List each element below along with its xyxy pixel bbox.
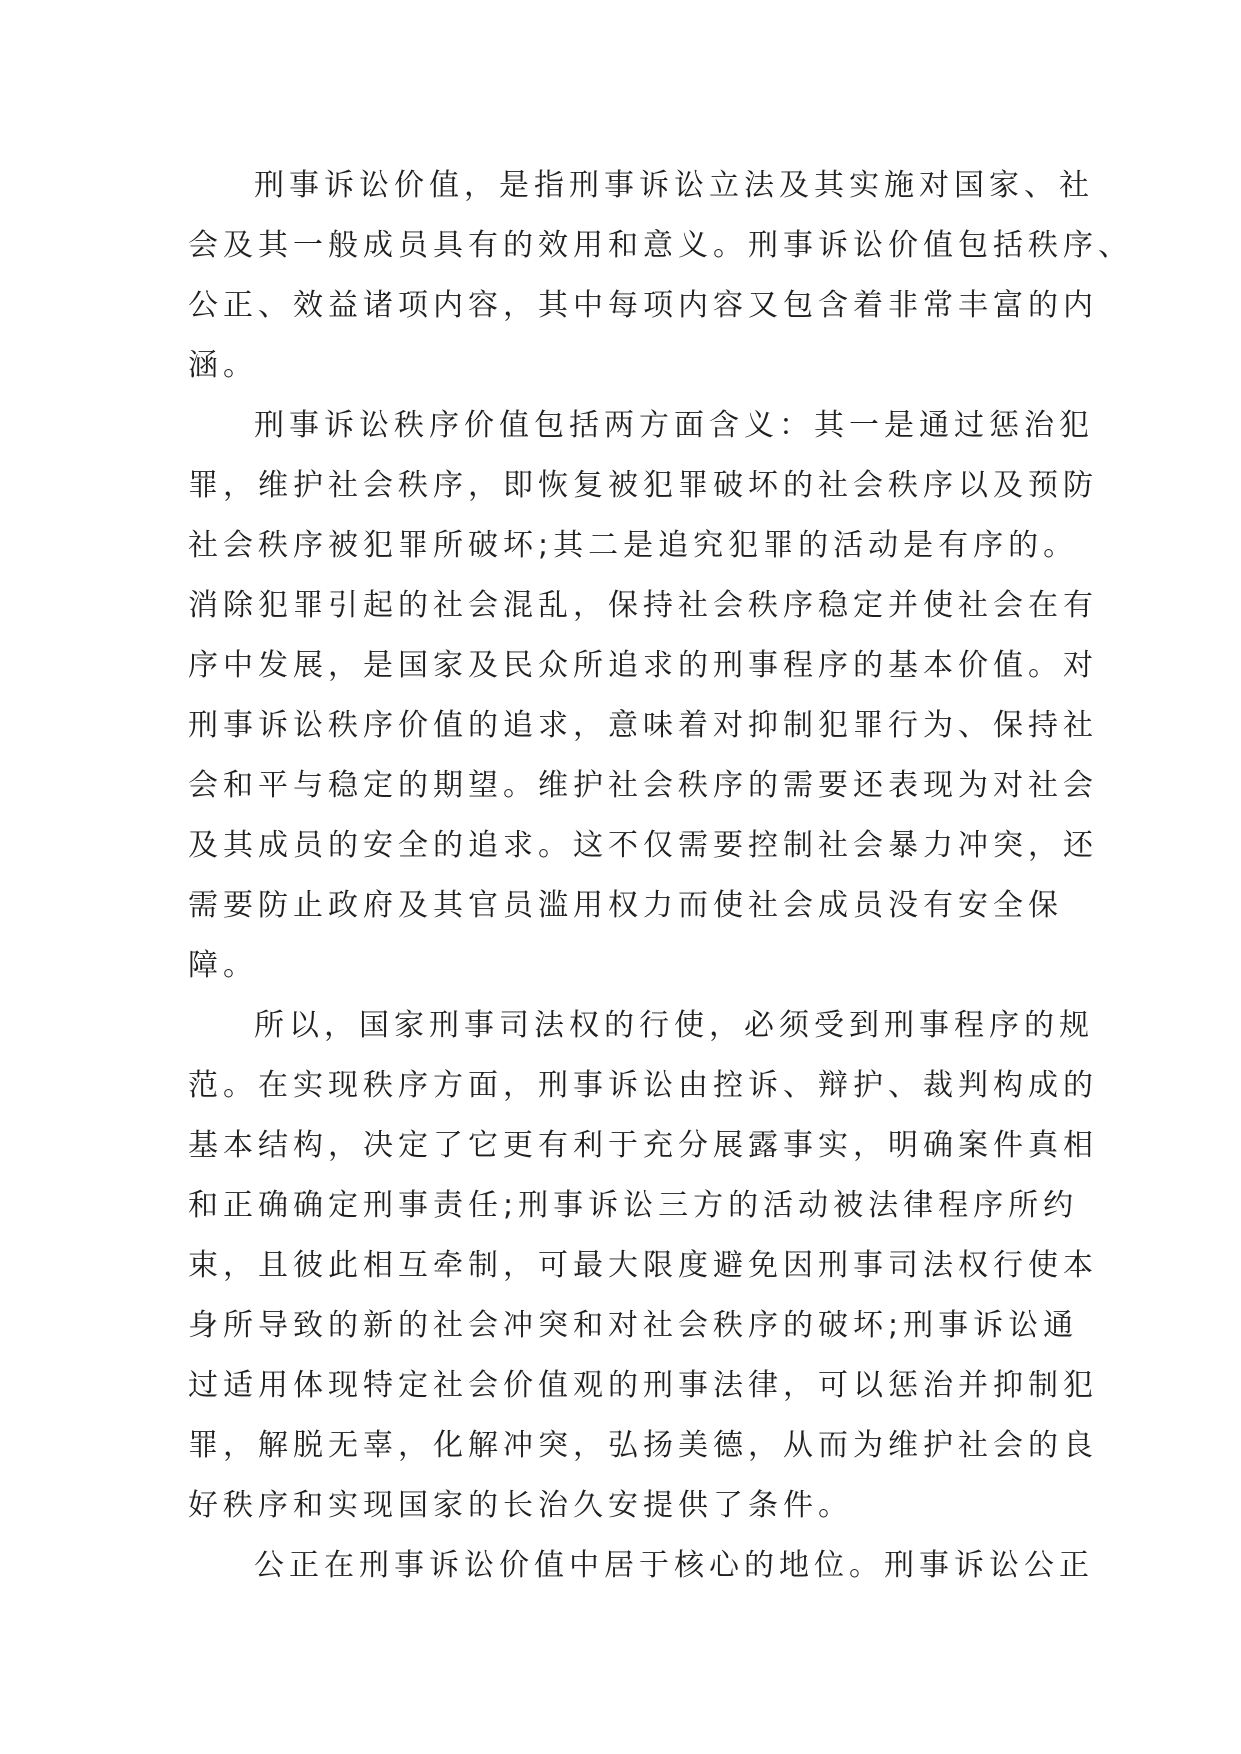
paragraph-2-line-1: 刑事诉讼秩序价值包括两方面含义：其一是通过惩治犯	[254, 408, 1094, 443]
paragraph-2-line-7: 会和平与稳定的期望。维护社会秩序的需要还表现为对社会	[188, 768, 1098, 803]
paragraph-1-line-3: 公正、效益诸项内容，其中每项内容又包含着非常丰富的内	[188, 288, 1098, 323]
paragraph-3-line-6: 身所导致的新的社会冲突和对社会秩序的破坏;刑事诉讼通	[188, 1308, 1079, 1343]
paragraph-2-line-8: 及其成员的安全的追求。这不仅需要控制社会暴力冲突，还	[188, 828, 1098, 863]
paragraph-2-line-9: 需要防止政府及其官员滥用权力而使社会成员没有安全保	[188, 888, 1063, 923]
paragraph-1-line-1: 刑事诉讼价值，是指刑事诉讼立法及其实施对国家、社	[254, 168, 1094, 203]
paragraph-3-line-2: 范。在实现秩序方面，刑事诉讼由控诉、辩护、裁判构成的	[188, 1068, 1098, 1103]
paragraph-3-line-8: 罪，解脱无辜，化解冲突，弘扬美德，从而为维护社会的良	[188, 1428, 1098, 1463]
paragraph-3-line-3: 基本结构，决定了它更有利于充分展露事实，明确案件真相	[188, 1128, 1098, 1163]
paragraph-3-line-5: 束，且彼此相互牵制，可最大限度避免因刑事司法权行使本	[188, 1248, 1098, 1283]
paragraph-2-line-6: 刑事诉讼秩序价值的追求，意味着对抑制犯罪行为、保持社	[188, 708, 1098, 743]
paragraph-3-line-1: 所以，国家刑事司法权的行使，必须受到刑事程序的规	[254, 1008, 1094, 1043]
paragraph-2-line-3: 社会秩序被犯罪所破坏;其二是追究犯罪的活动是有序的。	[188, 528, 1079, 563]
paragraph-3-line-4: 和正确确定刑事责任;刑事诉讼三方的活动被法律程序所约	[188, 1188, 1079, 1223]
paragraph-2-line-10: 障。	[188, 948, 258, 983]
paragraph-2-line-2: 罪，维护社会秩序，即恢复被犯罪破坏的社会秩序以及预防	[188, 468, 1098, 503]
paragraph-4-line-1: 公正在刑事诉讼价值中居于核心的地位。刑事诉讼公正	[254, 1548, 1094, 1583]
paragraph-3-line-7: 过适用体现特定社会价值观的刑事法律，可以惩治并抑制犯	[188, 1368, 1098, 1403]
paragraph-1-line-2: 会及其一般成员具有的效用和意义。刑事诉讼价值包括秩序、	[188, 228, 1133, 263]
paragraph-2-line-5: 序中发展，是国家及民众所追求的刑事程序的基本价值。对	[188, 648, 1098, 683]
paragraph-2-line-4: 消除犯罪引起的社会混乱，保持社会秩序稳定并使社会在有	[188, 588, 1098, 623]
paragraph-1-line-4: 涵。	[188, 348, 258, 383]
paragraph-3-line-9: 好秩序和实现国家的长治久安提供了条件。	[188, 1488, 853, 1523]
